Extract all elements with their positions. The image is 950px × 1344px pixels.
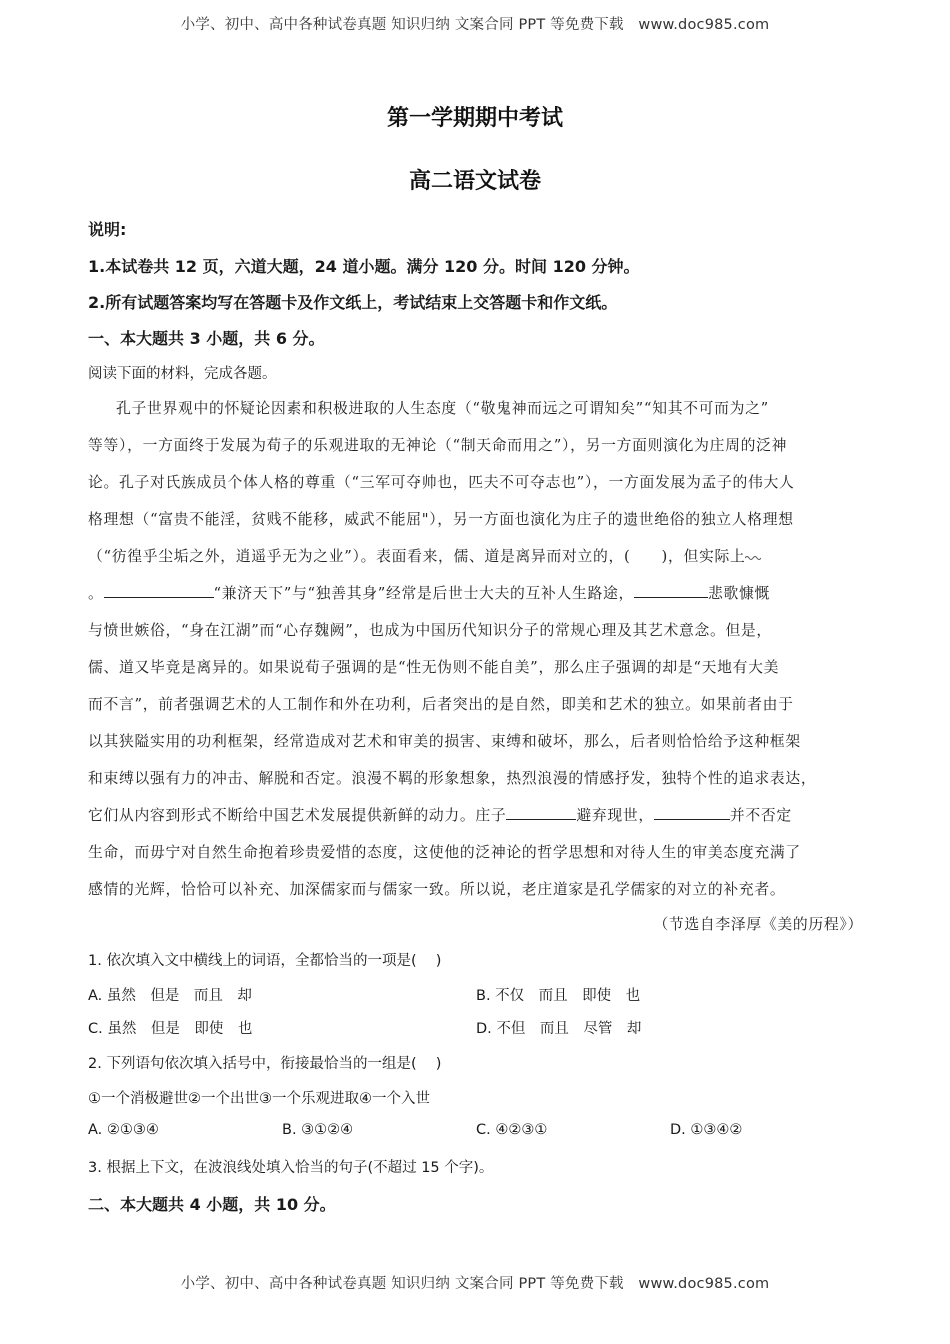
passage-text: 。 <box>88 585 104 602</box>
question-1-option-d[interactable]: D. 不但 而且 尽管 却 <box>476 1021 642 1037</box>
passage-line: 等等），一方面终于发展为荀子的乐观进取的无神论（“制天命而用之”），另一方面则演化为庄周的泛神 <box>88 437 788 454</box>
passage-line: 格理想（“富贵不能淫，贫贱不能移，威武不能屈"），另一方面也演化为庄子的遗世绝俗的独立人格理想 <box>88 511 794 528</box>
question-2-option-d[interactable]: D. ①③④② <box>670 1122 743 1138</box>
header-banner: 小学、初中、高中各种试卷真题 知识归纳 文案合同 PPT 等免费下载 www.doc985.com <box>180 17 770 33</box>
question-1-option-a[interactable]: A. 虽然 但是 而且 却 <box>88 988 252 1004</box>
wavy-underline-mark <box>745 555 761 561</box>
passage-line: 孔子世界观中的怀疑论因素和积极进取的人生态度（“敬鬼神而远之可谓知矣”“知其不可而为之” <box>116 400 769 417</box>
passage-line: 论。孔子对氏族成员个体人格的尊重（“三军可夺帅也，匹夫不可夺志也”），一方面发展为孟子的伟大人 <box>88 474 795 491</box>
passage-text: 悲歌慷慨 <box>707 585 770 602</box>
reading-prompt: 阅读下面的材料，完成各题。 <box>88 366 277 382</box>
passage-text: 避弃现世， <box>576 807 654 824</box>
question-1-option-b[interactable]: B. 不仅 而且 即使 也 <box>476 988 641 1004</box>
fill-blank-3 <box>506 805 576 820</box>
section-2-heading: 二、本大题共 4 小题，共 10 分。 <box>88 1195 336 1214</box>
question-2-option-a[interactable]: A. ②①③④ <box>88 1122 159 1138</box>
footer-banner: 小学、初中、高中各种试卷真题 知识归纳 文案合同 PPT 等免费下载 www.doc985.com <box>180 1276 770 1292</box>
passage-line: 和束缚以强有力的冲击、解脱和否定。浪漫不羁的形象想象，热烈浪漫的情感抒发，独特个性的追求表达， <box>88 770 817 787</box>
passage-text: 它们从内容到形式不断给中国艺术发展提供新鲜的动力。庄子 <box>88 807 507 824</box>
question-3-stem: 3. 根据上下文，在波浪线处填入恰当的句子(不超过 15 个字)。 <box>88 1160 494 1176</box>
passage-line: 儒、道又毕竟是离异的。如果说荀子强调的是“性无伪则不能自美”，那么庄子强调的却是“天地有大美 <box>88 659 780 676</box>
question-1-stem: 1. 依次填入文中横线上的词语，全都恰当的一项是( ) <box>88 953 442 969</box>
question-2-items: ①一个消极避世②一个出世③一个乐观进取④一个入世 <box>88 1091 430 1107</box>
passage-line <box>88 804 868 825</box>
instruction-item-2: 2.所有试题答案均写在答题卡及作文纸上，考试结束上交答题卡和作文纸。 <box>88 293 618 312</box>
question-2-option-c[interactable]: C. ④②③① <box>476 1122 548 1138</box>
instructions-label: 说明: <box>88 220 127 239</box>
passage-source: （节选自李泽厚《美的历程》） <box>653 916 863 933</box>
passage-line <box>88 582 868 603</box>
passage-line <box>88 545 868 566</box>
fill-blank-2 <box>634 583 708 598</box>
passage-line: 以其狭隘实用的功利框架，经常造成对艺术和审美的损害、束缚和破坏，那么，后者则恰恰给予这种框架 <box>88 733 801 750</box>
fill-blank-1 <box>104 583 214 598</box>
question-1-option-c[interactable]: C. 虽然 但是 即使 也 <box>88 1021 253 1037</box>
fill-blank-4 <box>654 805 730 820</box>
section-1-heading: 一、本大题共 3 小题，共 6 分。 <box>88 329 325 348</box>
passage-line: 与愤世嫉俗，“身在江湖”而“心存魏阙”，也成为中国历代知识分子的常规心理及其艺术意念。但是， <box>88 622 772 639</box>
passage-text: 并不否定 <box>729 807 792 824</box>
question-2-stem: 2. 下列语句依次填入括号中，衔接最恰当的一组是( ) <box>88 1056 442 1072</box>
passage-line: 生命，而毋宁对自然生命抱着珍贵爱惜的态度，这使他的泛神论的哲学思想和对待人生的审美态度充满了 <box>88 844 801 861</box>
passage-text: （“彷徨乎尘垢之外，逍遥乎无为之业”）。表面看来，儒、道是离异而对立的，( )，但实际上 <box>88 548 746 565</box>
passage-line: 感情的光辉，恰恰可以补充、加深儒家而与儒家一致。所以说，老庄道家是孔学儒家的对立的补充者。 <box>88 881 786 898</box>
exam-subtitle: 高二语文试卷 <box>408 169 541 194</box>
instruction-item-1: 1.本试卷共 12 页，六道大题，24 道小题。满分 120 分。时间 120 分钟。 <box>88 257 640 276</box>
exam-title: 第一学期期中考试 <box>386 106 563 131</box>
passage-text: “兼济天下”与“独善其身”经常是后世士大夫的互补人生路途， <box>213 585 634 602</box>
question-2-option-b[interactable]: B. ③①②④ <box>282 1122 354 1138</box>
passage-line: 而不言”，前者强调艺术的人工制作和外在功利，后者突出的是自然，即美和艺术的独立。如果前者由于 <box>88 696 794 713</box>
